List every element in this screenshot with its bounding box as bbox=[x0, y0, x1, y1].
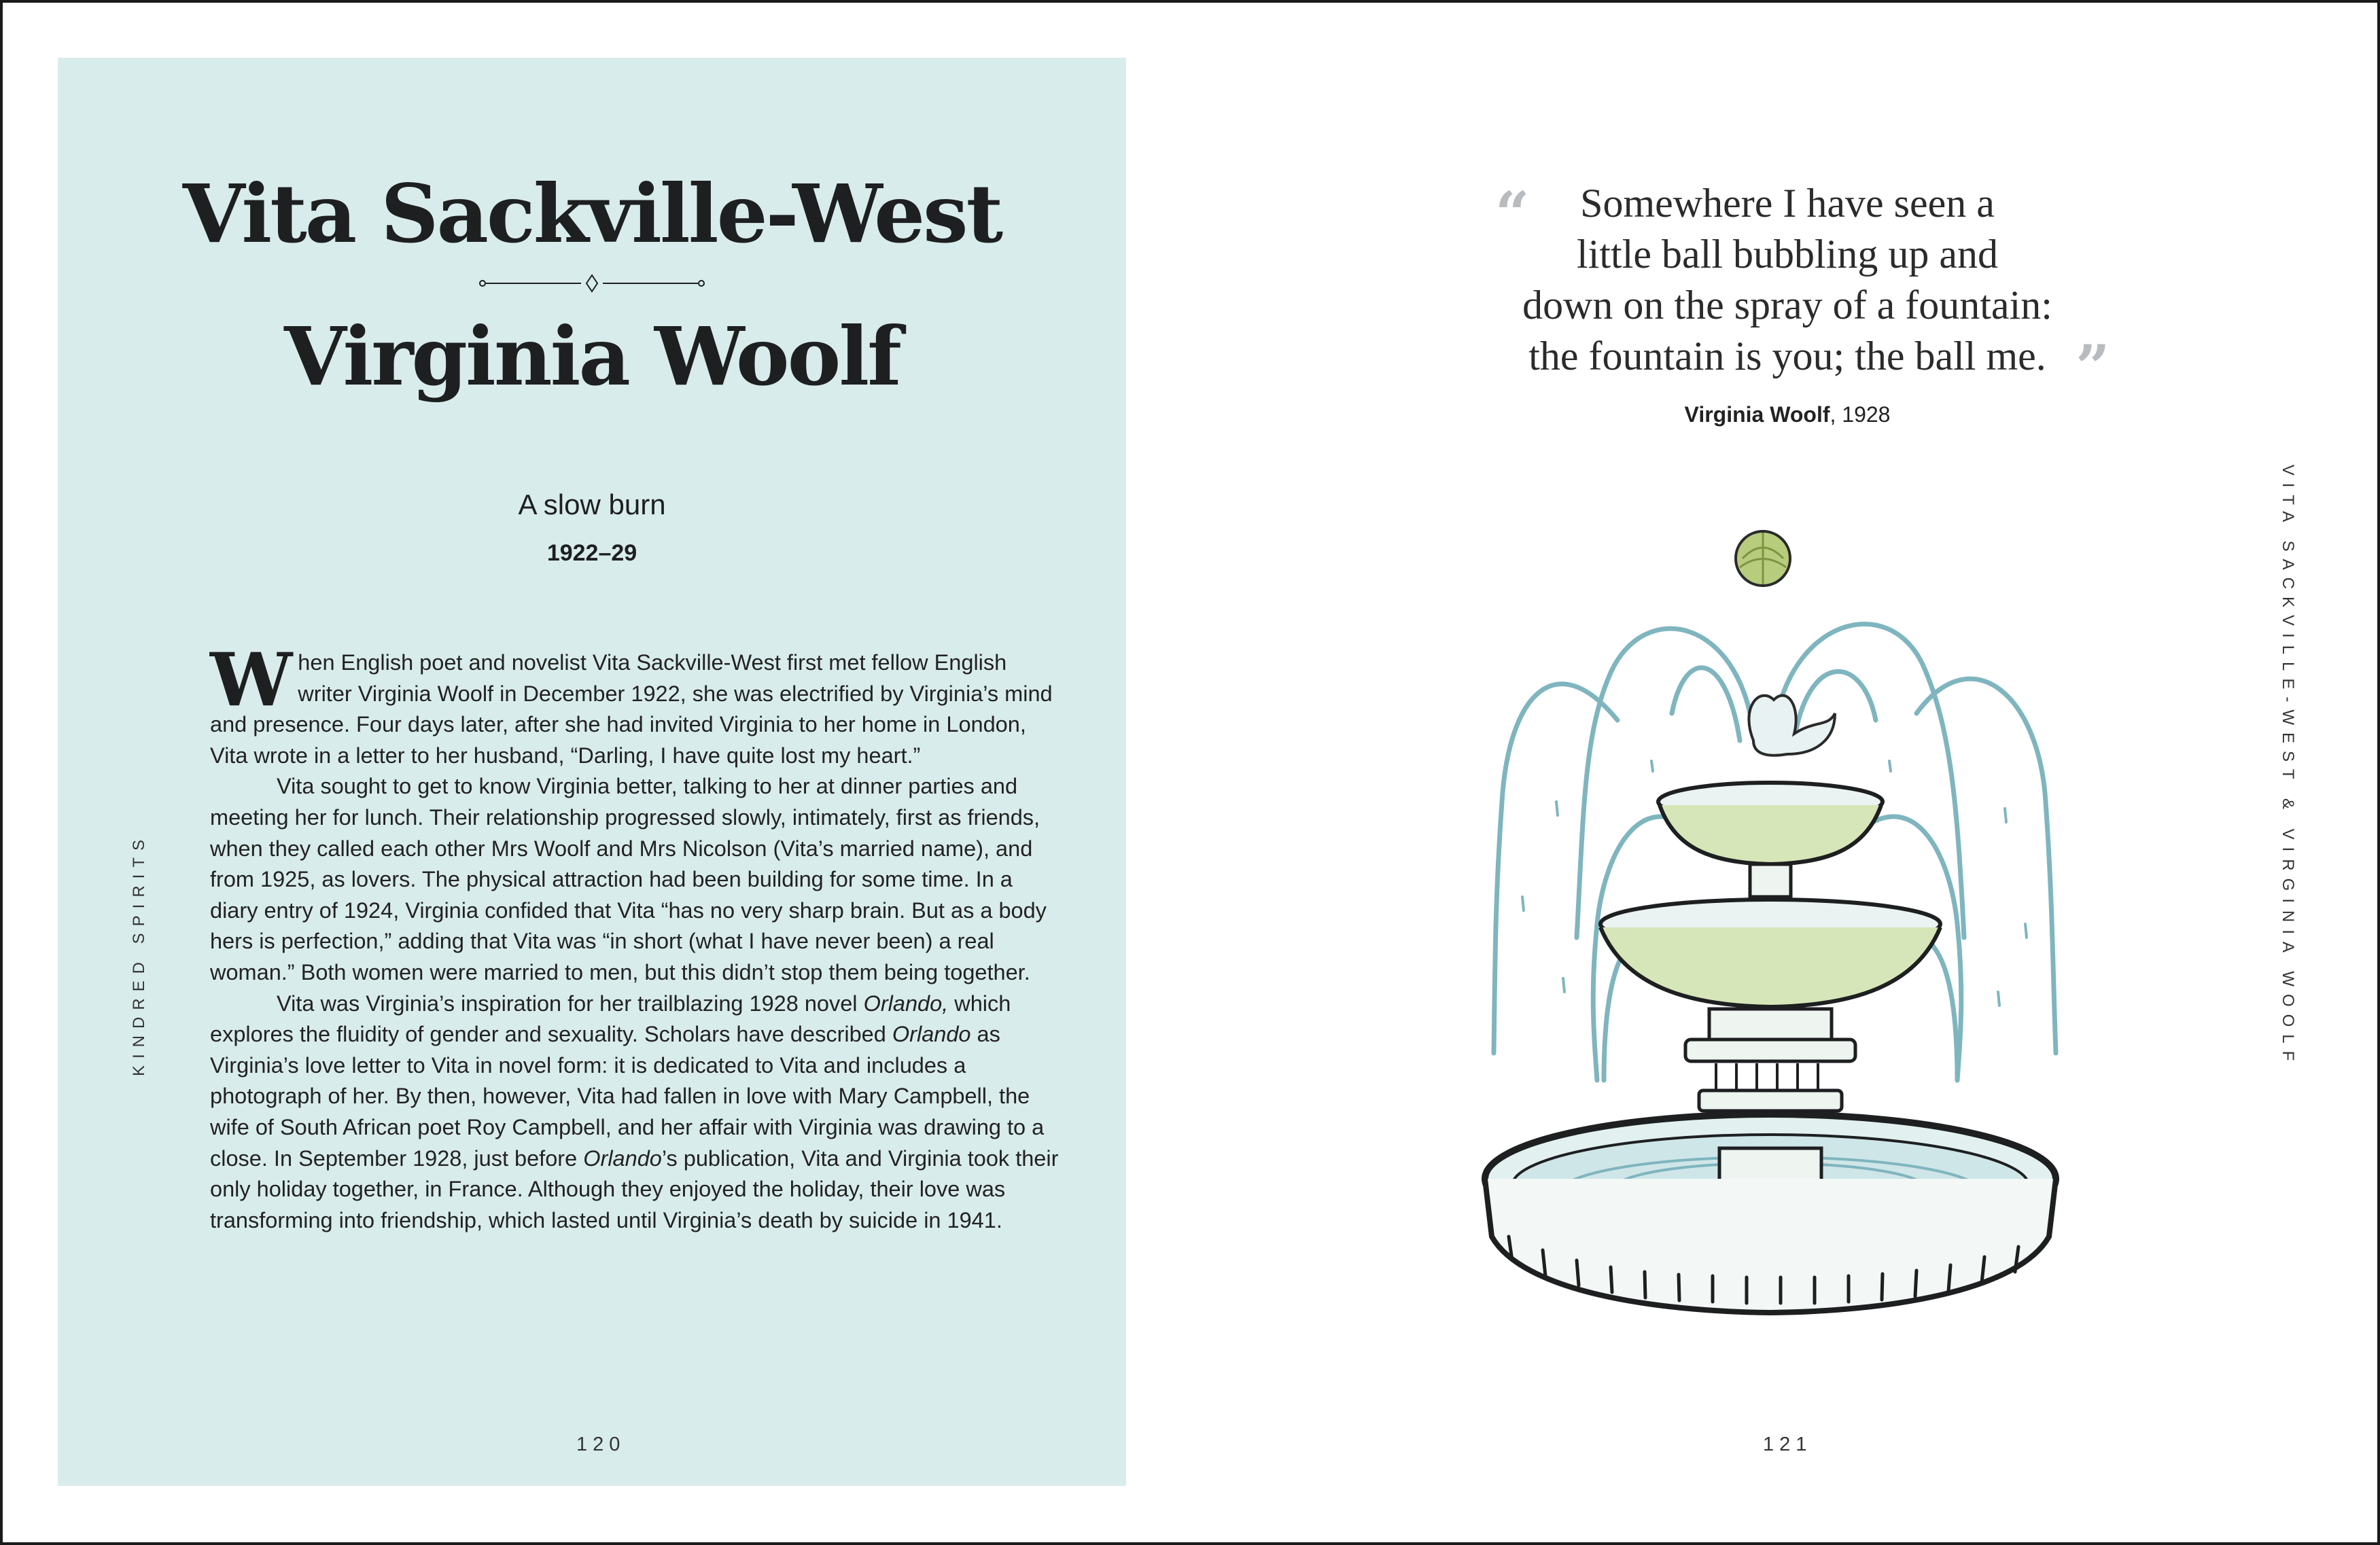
page-number-left: 120 bbox=[576, 1434, 626, 1455]
paragraph-3-text-a: Vita was Virginia’s inspiration for her trailblazing 1928 novel bbox=[277, 991, 864, 1016]
page-number-right: 121 bbox=[1763, 1434, 1813, 1455]
italic-orlando: Orlando bbox=[583, 1146, 662, 1171]
subtitle: A slow burn bbox=[518, 489, 666, 520]
paragraph-3-text-b: which explores the fluidity of gender and sexuality. Scholars have described bbox=[210, 991, 1011, 1047]
title-line-1: Vita Sackville-West bbox=[182, 166, 1002, 261]
quote-open-mark: “ bbox=[1495, 178, 1530, 249]
paragraph-3 bbox=[210, 989, 1060, 1237]
italic-orlando: Orlando, bbox=[863, 991, 949, 1016]
quote-close-mark: ” bbox=[2076, 332, 2110, 402]
attribution-year: , 1928 bbox=[1830, 402, 1891, 427]
paragraph-2: Vita sought to get to know Virginia better, talking to her at dinner parties and meeting her for lunch. Their relationship progressed slowly, intimately, first as friends, when they called each other Mrs Woolf and Mrs Nicolson (Vita’s married name), and from 1925, as lovers. The physical attraction had been building for some time. In a diary entry of 1924, Virginia confided that Vita “has no very sharp brain. But as a body hers is perfection,” adding that Vita was “in short (what I have never been) a real woman.” Both women were married to men, but this didn’t stop them being together. bbox=[210, 774, 1047, 984]
side-label-names: VITA SACKVILLE-WEST & VIRGINIA WOOLF bbox=[2279, 464, 2297, 1069]
title-line-2: Virginia Woolf bbox=[284, 309, 900, 404]
paragraph-1-text: hen English poet and novelist Vita Sackville-West first met fellow English writer Virginia Woolf in December 1922, she was electrified by Virginia’s mind and presence. Four days later, after she had invited Virginia to her home in London, Vita wrote in a letter to her husband, “Darling, I have quite lost my heart.” bbox=[210, 650, 1053, 768]
paragraph-1 bbox=[210, 637, 1060, 771]
years: 1922–29 bbox=[546, 540, 637, 566]
ornament-divider bbox=[479, 274, 705, 293]
paragraph-3-text-d: ’s publication, Vita and Virginia took their only holiday together, in France. Although they enjoyed the holiday, their love was transforming into friendship, which lasted until Virginia’s death by suicide in 1941. bbox=[210, 1146, 1059, 1232]
quote-line: the fountain is you; the ball me. bbox=[1528, 334, 2046, 378]
left-page-panel bbox=[58, 58, 1126, 1486]
body-text bbox=[210, 637, 1060, 1236]
attribution-name: Virginia Woolf bbox=[1684, 402, 1830, 427]
fountain-illustration bbox=[1482, 516, 2080, 1345]
quote-attribution bbox=[1448, 402, 2127, 427]
paragraph-3-text-c: as Virginia’s love letter to Vita in novel form: it is dedicated to Vita and includes a photograph of her. By then, however, Vita had fallen in love with Mary Campbell, the wife of South African poet Roy Campbell, and her affair with Virginia was drawing to a close. In September 1928, just before bbox=[210, 1022, 1045, 1171]
italic-orlando: Orlando bbox=[892, 1022, 971, 1047]
drop-cap: W bbox=[210, 637, 293, 723]
side-label-kindred-spirits: KINDRED SPIRITS bbox=[130, 832, 148, 1077]
quote-line: little ball bubbling up and bbox=[1577, 232, 1998, 277]
quote-line: Somewhere I have seen a bbox=[1580, 181, 1995, 226]
pull-quote bbox=[1448, 178, 2127, 382]
quote-line: down on the spray of a fountain: bbox=[1522, 283, 2052, 327]
